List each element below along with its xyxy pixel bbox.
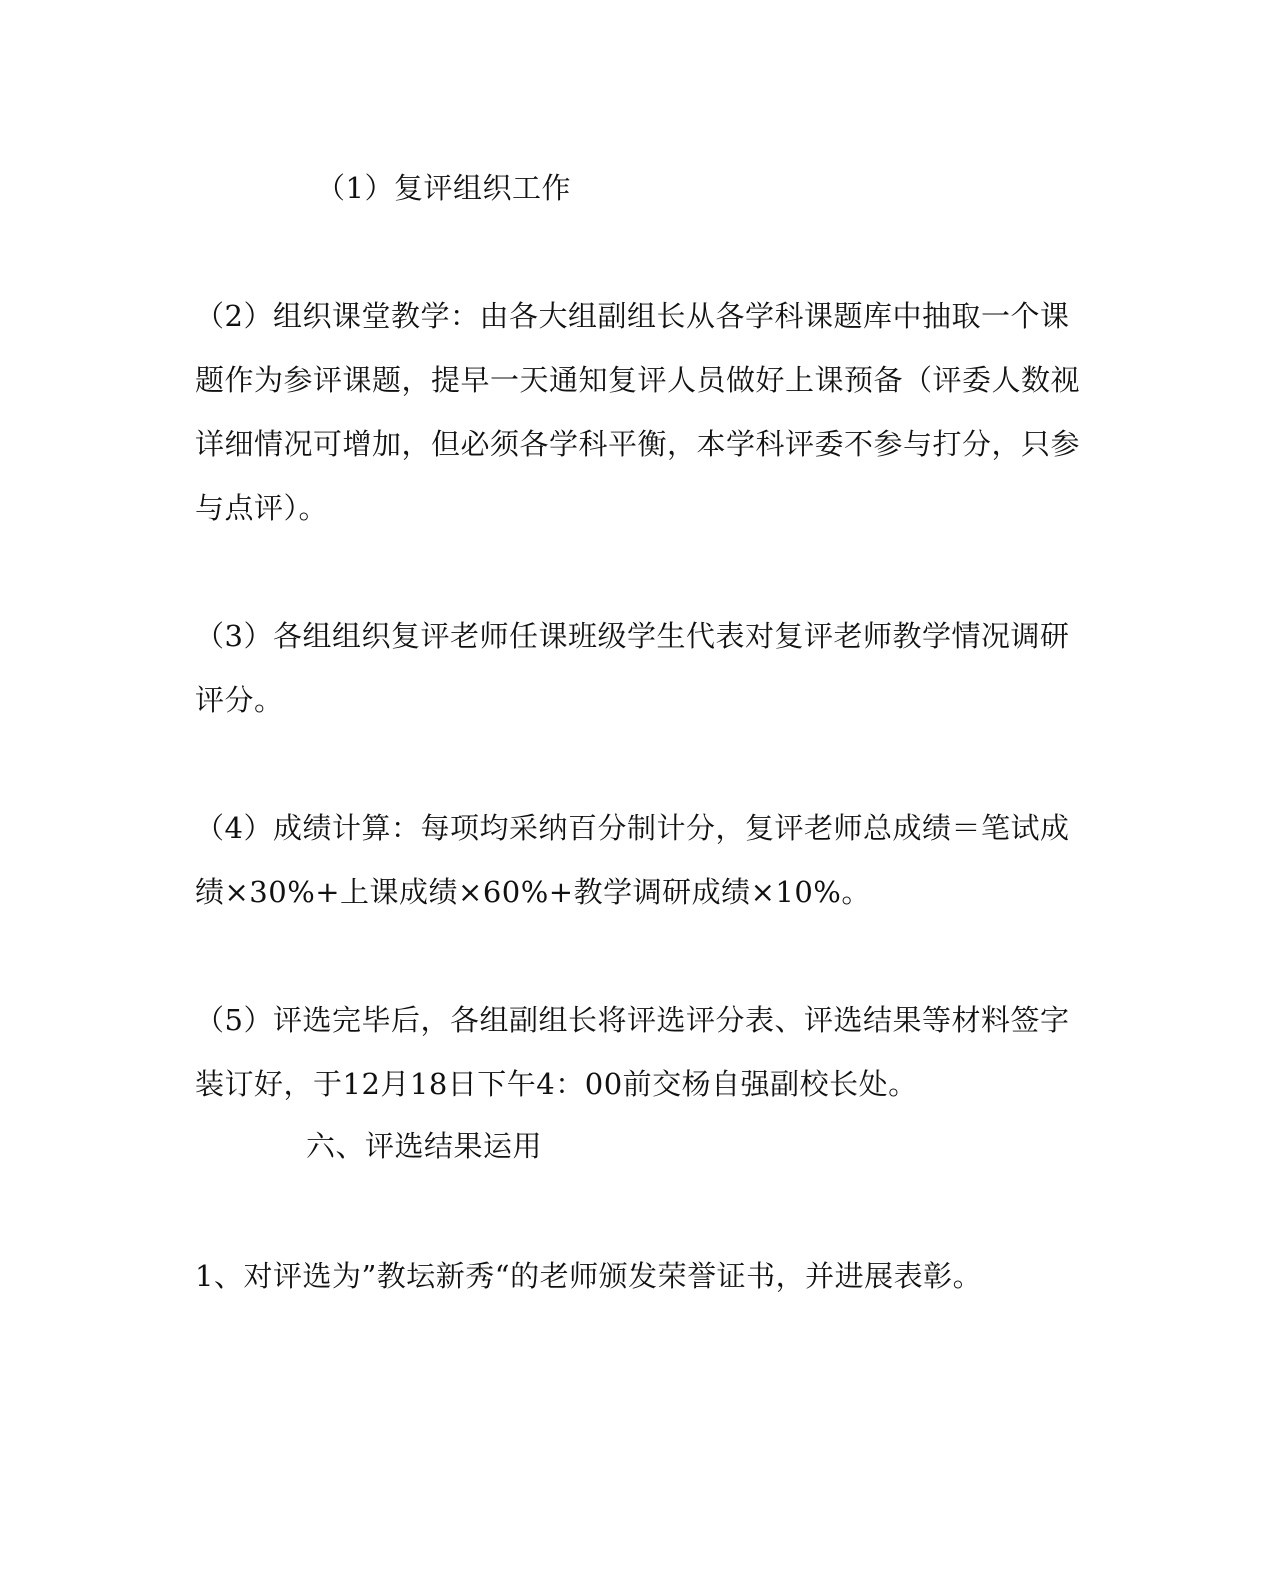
paragraph-5-line-2: 装订好，于12月18日下午4：00前交杨自强副校长处。 [195,1067,918,1101]
paragraph-2-line-4: 与点评）。 [195,491,329,525]
paragraph-2-line-3: 详细情况可增加，但必须各学科平衡，本学科评委不参与打分，只参 [195,427,1081,461]
paragraph-3-line-1: （3）各组组织复评老师任课班级学生代表对复评老师教学情况调研 [195,619,1070,653]
paragraph-2-line-2: 题作为参评课题，提早一天通知复评人员做好上课预备（评委人数视 [195,363,1081,397]
paragraph-2-line-1: （2）组织课堂教学：由各大组副组长从各学科课题库中抽取一个课 [195,299,1070,333]
paragraph-4-line-1: （4）成绩计算：每项均采纳百分制计分，复评老师总成绩＝笔试成 [195,811,1070,845]
list-item-1: 1、对评选为”教坛新秀“的老师颁发荣誉证书，并进展表彰。 [195,1259,983,1293]
paragraph-4-line-2: 绩×30%+上课成绩×60%+教学调研成绩×10%。 [195,875,871,909]
paragraph-3-line-2: 评分。 [195,683,284,717]
subheading-review-organization: （1）复评组织工作 [316,171,571,205]
section-heading-6: 六、评选结果运用 [306,1129,543,1163]
paragraph-5-line-1: （5）评选完毕后，各组副组长将评选评分表、评选结果等材料签字 [195,1003,1070,1037]
